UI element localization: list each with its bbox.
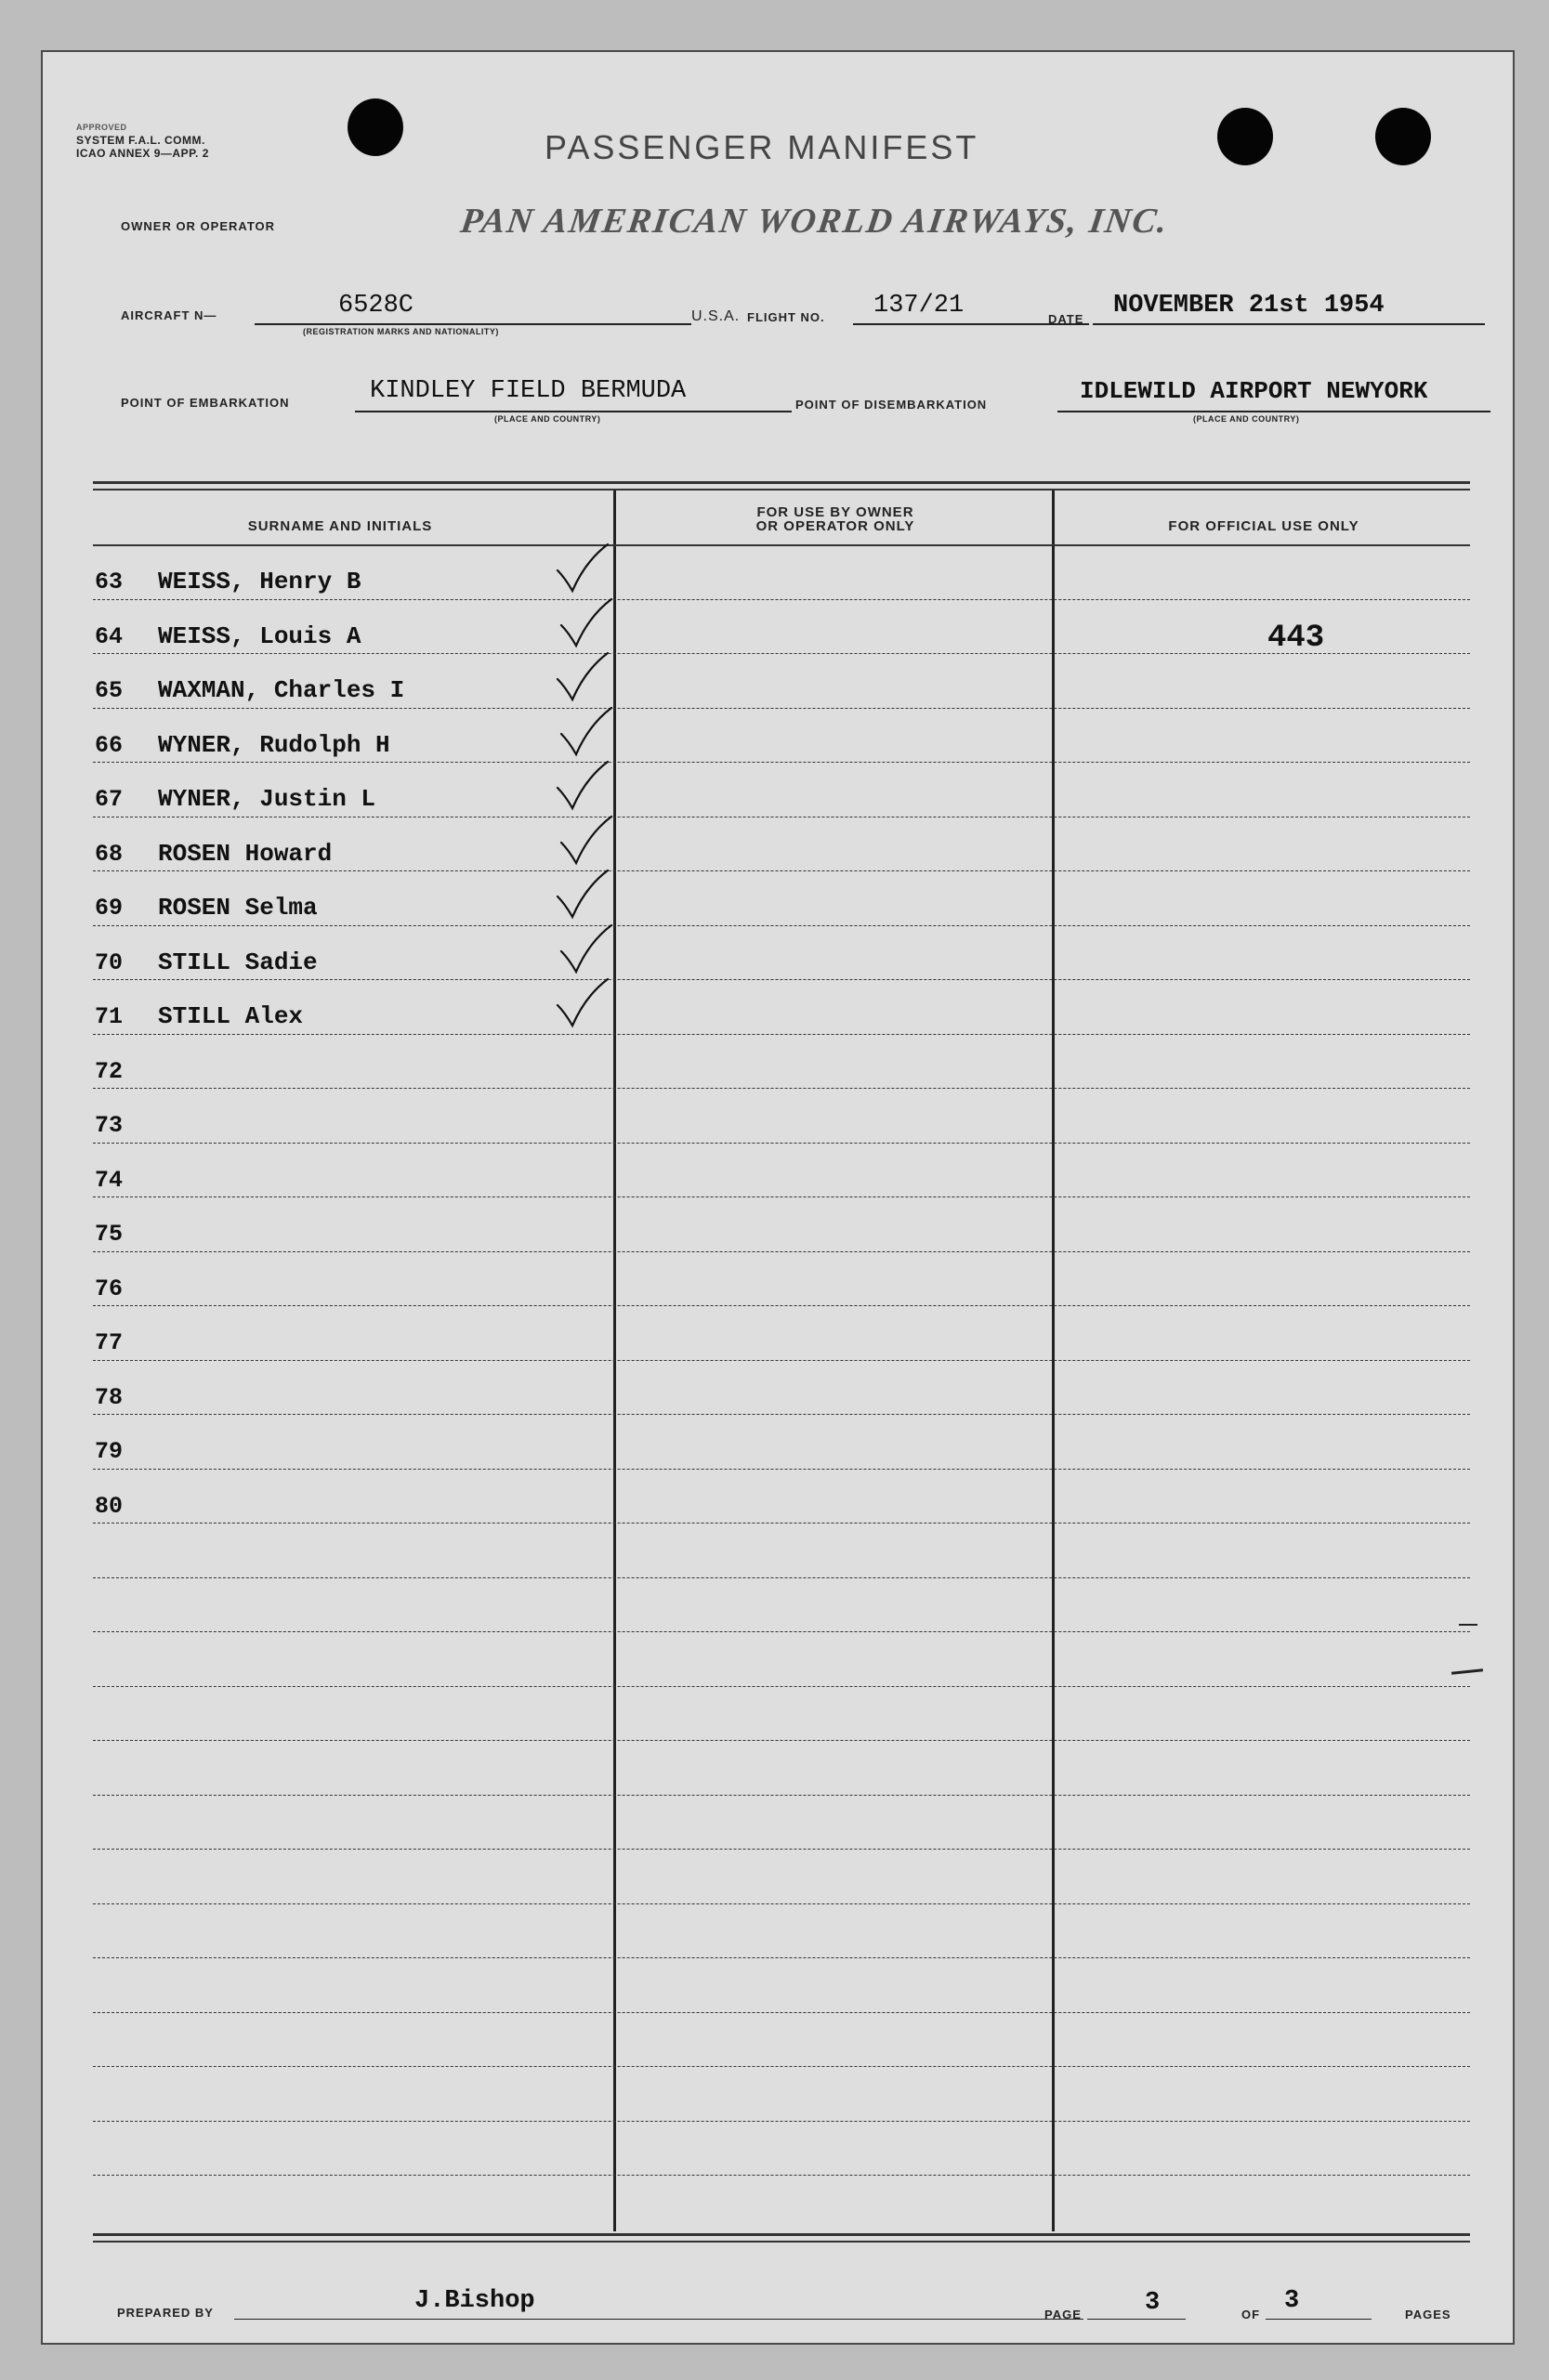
aircraft-country: U.S.A. bbox=[691, 308, 741, 324]
check-mark-icon bbox=[552, 760, 611, 812]
date-value: NOVEMBER 21st 1954 bbox=[1113, 292, 1385, 320]
aircraft-value: 6528C bbox=[338, 292, 414, 320]
check-mark-icon bbox=[552, 543, 611, 595]
col-header-surname: SURNAME AND INITIALS bbox=[247, 518, 433, 534]
row-number: 71 bbox=[95, 1003, 124, 1030]
row-number: 74 bbox=[95, 1166, 124, 1194]
row-number: 75 bbox=[95, 1221, 124, 1248]
row-number: 76 bbox=[95, 1275, 124, 1302]
row-number: 73 bbox=[95, 1112, 124, 1139]
passenger-name: WEISS, Henry B bbox=[158, 568, 361, 595]
row-number: 80 bbox=[95, 1492, 124, 1520]
row-number: 78 bbox=[95, 1383, 124, 1411]
margin-mark-1 bbox=[1459, 1624, 1477, 1626]
aircraft-label: AIRCRAFT N— bbox=[121, 308, 217, 322]
passenger-name: WYNER, Rudolph H bbox=[158, 730, 390, 759]
check-mark-icon bbox=[556, 706, 615, 758]
date-label: DATE bbox=[1048, 312, 1084, 326]
passenger-name: ROSEN Selma bbox=[158, 894, 318, 922]
row-number: 72 bbox=[95, 1057, 124, 1085]
row-number: 65 bbox=[95, 677, 124, 704]
check-mark-icon bbox=[552, 869, 611, 921]
passenger-name: WEISS, Louis A bbox=[158, 621, 361, 650]
approval-stamp bbox=[76, 121, 209, 160]
check-mark-icon bbox=[552, 651, 611, 703]
row-number: 67 bbox=[95, 786, 124, 813]
col-header-official: FOR OFFICIAL USE ONLY bbox=[1168, 518, 1359, 534]
punch-hole-left bbox=[348, 98, 403, 156]
row-number: 79 bbox=[95, 1438, 124, 1465]
col-header-owner-use bbox=[619, 505, 1052, 533]
pages-label: PAGES bbox=[1405, 2308, 1451, 2321]
embarkation-label: POINT OF EMBARKATION bbox=[121, 396, 290, 410]
row-number: 69 bbox=[95, 895, 124, 922]
owner-value: PAN AMERICAN WORLD AIRWAYS, INC. bbox=[458, 202, 1172, 241]
flight-label: FLIGHT NO. bbox=[747, 310, 825, 324]
passenger-name: STILL Sadie bbox=[158, 948, 318, 976]
owner-label: OWNER OR OPERATOR bbox=[121, 219, 276, 233]
passenger-name: WYNER, Justin L bbox=[158, 785, 376, 813]
col-header-owner-use-line-2: OR OPERATOR ONLY bbox=[755, 518, 915, 534]
row-number: 77 bbox=[95, 1329, 124, 1356]
check-mark-icon bbox=[552, 977, 611, 1029]
disembarkation-value: IDLEWILD AIRPORT NEWYORK bbox=[1080, 377, 1428, 405]
page-value: 3 bbox=[1145, 2289, 1161, 2317]
row-number: 66 bbox=[95, 731, 124, 759]
approval-line-2: SYSTEM F.A.L. COMM. bbox=[76, 134, 205, 147]
row-number: 68 bbox=[95, 840, 124, 868]
col-header-owner-use-line-1: FOR USE BY OWNER bbox=[756, 504, 914, 520]
aircraft-sublabel: (REGISTRATION MARKS AND NATIONALITY) bbox=[303, 327, 499, 336]
disembarkation-sublabel: (PLACE AND COUNTRY) bbox=[1193, 414, 1300, 424]
prepared-by-value: J.Bishop bbox=[414, 2287, 535, 2315]
passenger-name: WAXMAN, Charles I bbox=[158, 676, 405, 704]
check-mark-icon bbox=[556, 597, 615, 649]
punch-hole-center bbox=[1217, 108, 1273, 165]
row-number: 70 bbox=[95, 948, 124, 976]
embarkation-sublabel: (PLACE AND COUNTRY) bbox=[494, 414, 601, 424]
approval-line-3: ICAO ANNEX 9—APP. 2 bbox=[76, 147, 209, 160]
of-value: 3 bbox=[1284, 2287, 1300, 2315]
prepared-by-label: PREPARED BY bbox=[117, 2306, 214, 2320]
row-number: 64 bbox=[95, 622, 124, 650]
passenger-name: ROSEN Howard bbox=[158, 839, 333, 868]
of-label: OF bbox=[1241, 2308, 1261, 2321]
page-label: PAGE bbox=[1044, 2308, 1082, 2321]
official-use-entry: 443 bbox=[1267, 621, 1325, 656]
passenger-name: STILL Alex bbox=[158, 1002, 304, 1030]
manifest-sheet bbox=[41, 50, 1515, 2345]
approval-line-1: APPROVED bbox=[76, 123, 127, 132]
flight-value: 137/21 bbox=[873, 292, 965, 320]
disembarkation-label: POINT OF DISEMBARKATION bbox=[795, 398, 988, 412]
punch-hole-right bbox=[1375, 108, 1431, 165]
margin-mark-2 bbox=[1451, 1668, 1483, 1675]
page-title: PASSENGER MANIFEST bbox=[545, 128, 979, 166]
row-number: 63 bbox=[95, 569, 124, 595]
check-mark-icon bbox=[556, 923, 615, 975]
check-mark-icon bbox=[556, 815, 615, 867]
embarkation-value: KINDLEY FIELD BERMUDA bbox=[370, 377, 687, 405]
